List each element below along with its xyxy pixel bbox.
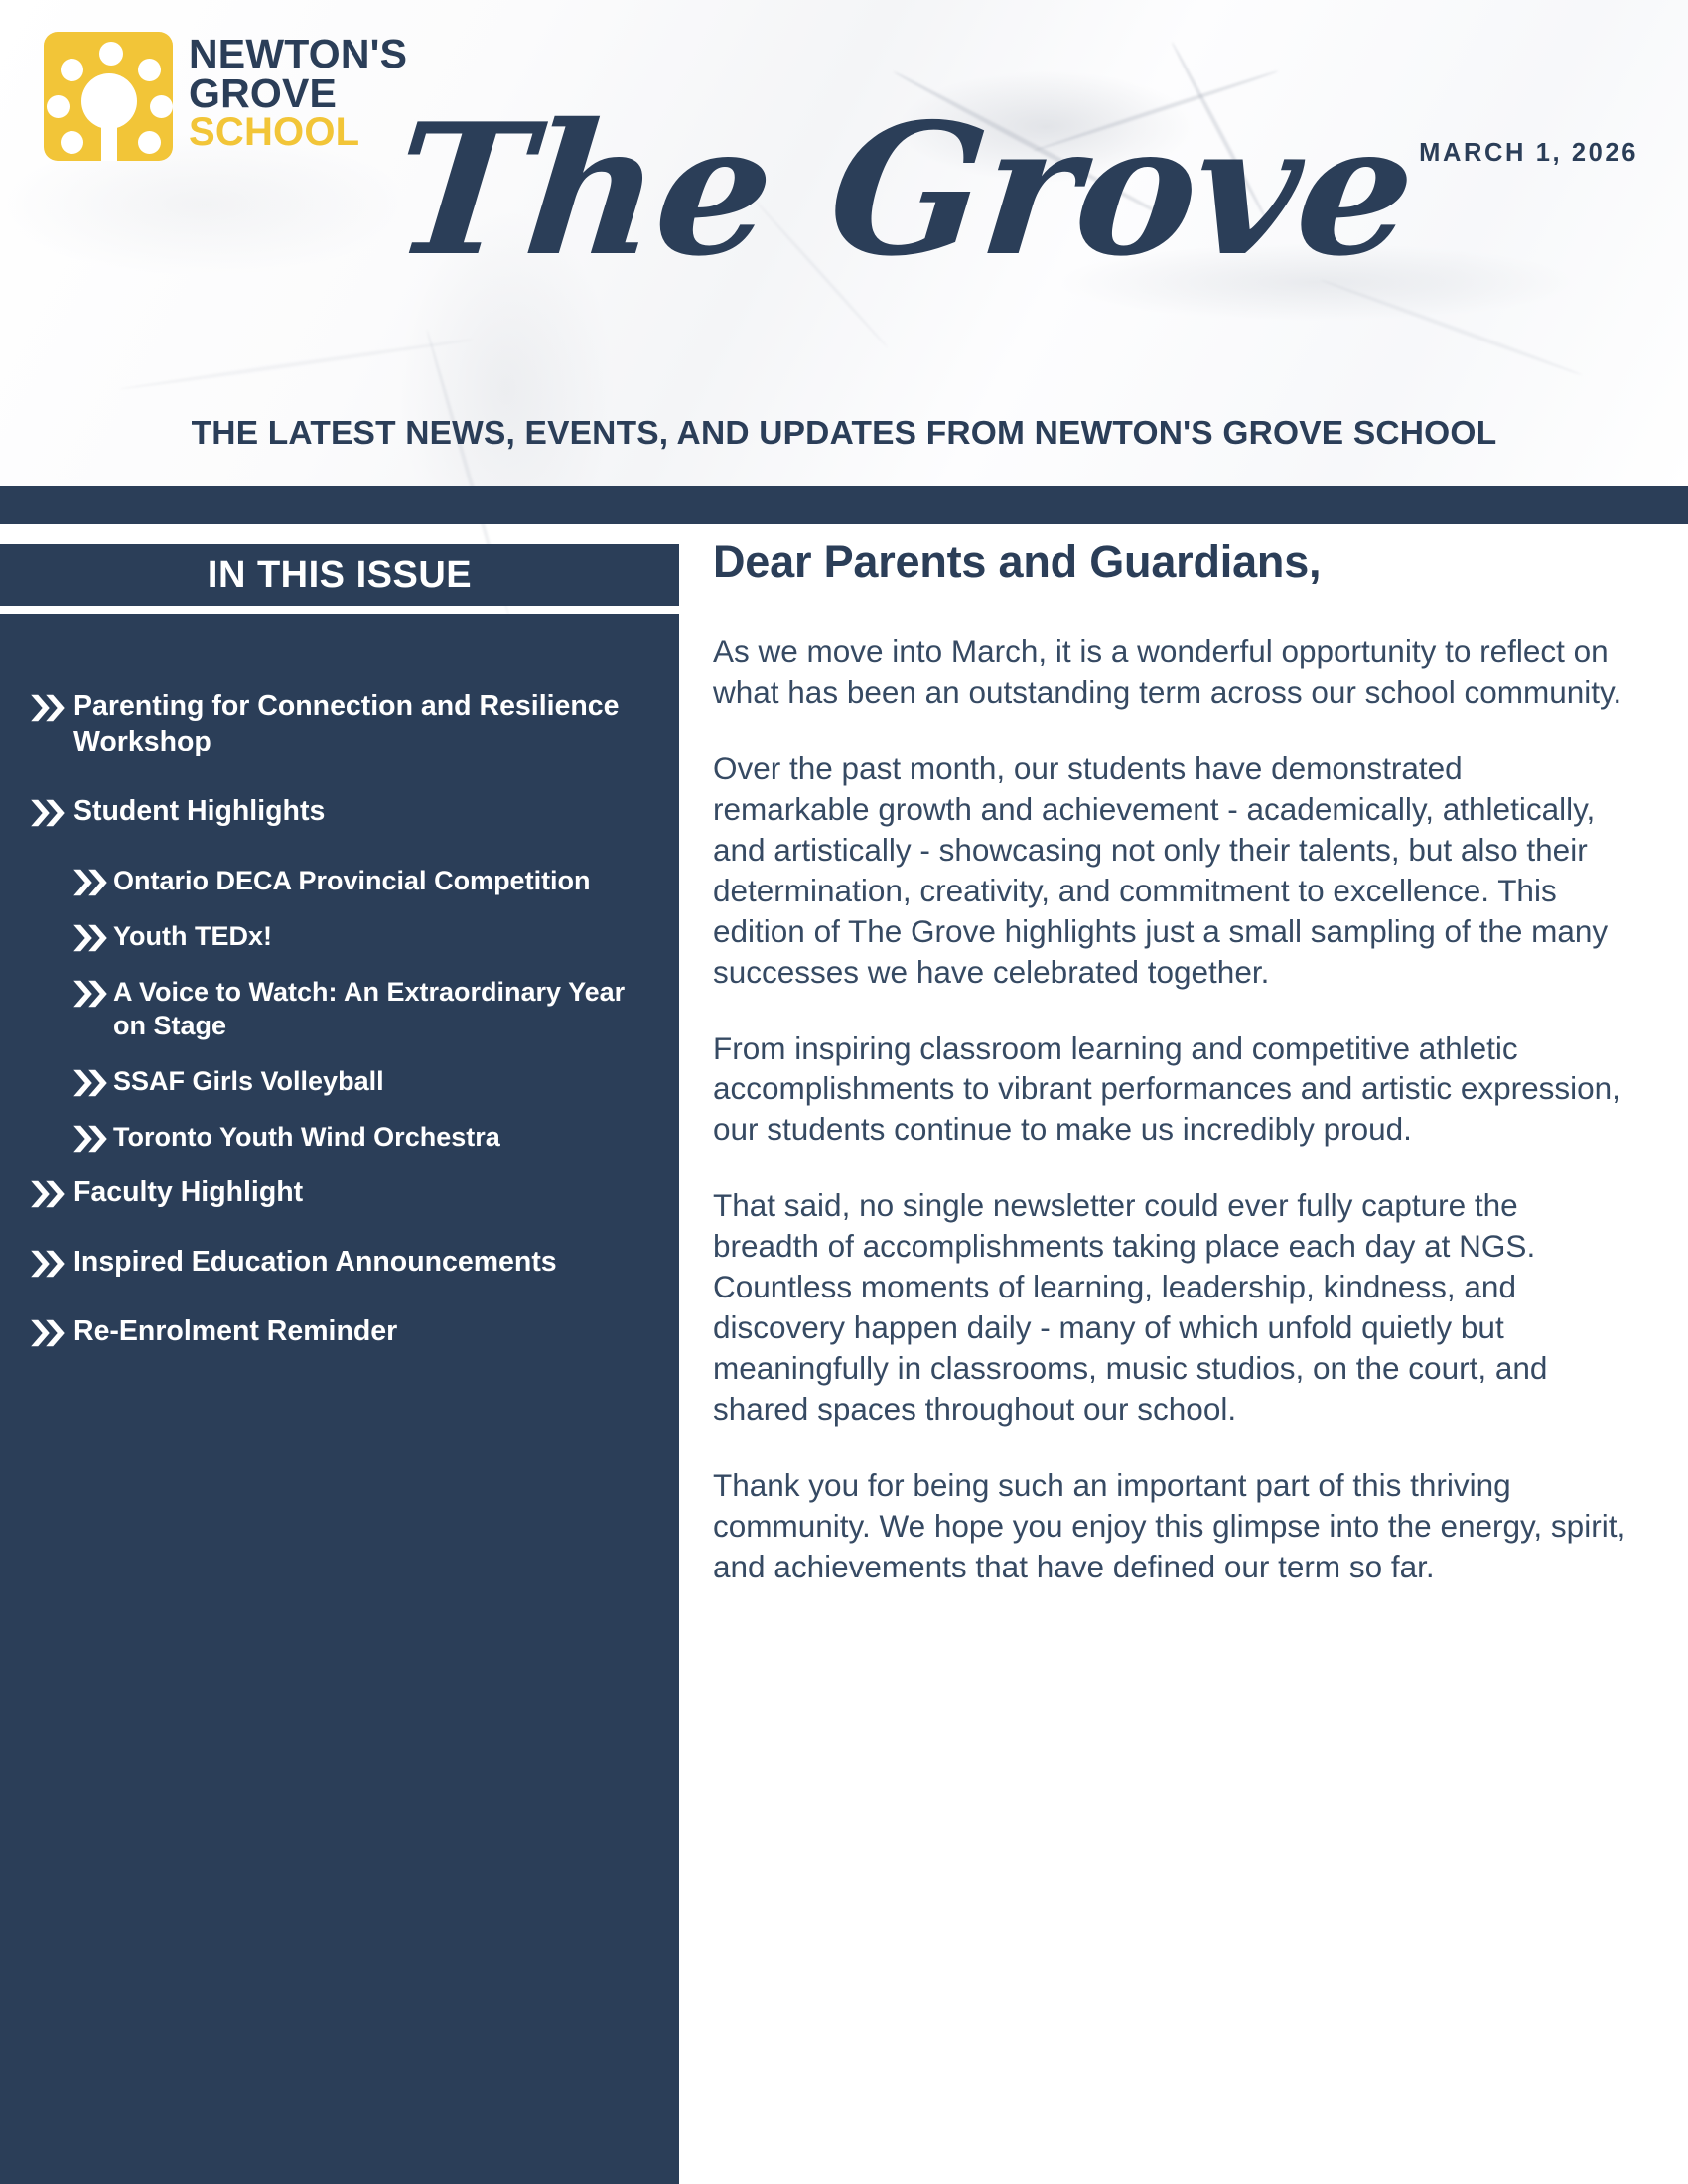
double-chevron-icon [68, 868, 113, 897]
letter-paragraph: As we move into March, it is a wonderful opportunity to reflect on what has been an outstanding term across our school community. [713, 633, 1622, 710]
toc-item-label: Inspired Education Announcements [73, 1245, 557, 1278]
toc-item-label: Re-Enrolment Reminder [73, 1314, 398, 1347]
toc-item-label: Ontario DECA Provincial Competition [113, 865, 591, 895]
in-this-issue-header [0, 544, 679, 606]
logo-line-3: SCHOOL [189, 110, 360, 155]
toc-item-label: Toronto Youth Wind Orchestra [113, 1121, 500, 1152]
letter-paragraph: Over the past month, our students have demonstrated remarkable growth and achievement - academically, athletically, and artistically - showcasing not only their talents, but also their determination, creativity, and commitment to excellence. This edition of The Grove highlights just a small sampling of the many successes we have celebrated together. [713, 750, 1609, 990]
toc-item-label: A Voice to Watch: An Extraordinary Year on Stage [113, 976, 626, 1040]
toc-item-label: SSAF Girls Volleyball [113, 1065, 384, 1096]
letter-paragraph: From inspiring classroom learning and competitive athletic accomplishments to vibrant performances and artistic expression, our students continue to make us incredibly proud. [713, 1029, 1620, 1148]
double-chevron-icon [68, 979, 113, 1009]
marble-vein-6 [119, 338, 474, 391]
main-content [713, 536, 1626, 1623]
toc-item-label: Parenting for Connection and Resilience Workshop [73, 690, 620, 757]
newsletter-header [0, 0, 1688, 486]
logo-line-1: NEWTON'S [189, 31, 408, 76]
double-chevron-icon [22, 693, 73, 723]
toc-item[interactable] [0, 919, 651, 953]
letter-body [713, 631, 1626, 1587]
toc-item-label: Youth TEDx! [113, 920, 272, 951]
masthead-title: The Grove [384, 83, 1423, 296]
double-chevron-icon [22, 798, 73, 828]
double-chevron-icon [68, 1124, 113, 1154]
issue-date: MARCH 1, 2026 [1419, 139, 1638, 167]
toc-item[interactable] [0, 975, 651, 1042]
toc-item-label: Student Highlights [73, 794, 326, 827]
letter-paragraph: That said, no single newsletter could ever fully capture the breadth of accomplishments taking place each day at NGS. Countless moments of learning, leadership, kindness, and discovery happen daily - many of which unfold quietly but meaningfully in classrooms, music studios, on the court, and shared spaces throughout our school. [713, 1187, 1548, 1427]
toc-item[interactable] [0, 1064, 651, 1098]
table-of-contents [0, 614, 679, 2184]
in-this-issue-title: IN THIS ISSUE [207, 553, 473, 596]
toc-item[interactable] [0, 1314, 651, 1350]
toc-item[interactable] [0, 1175, 651, 1211]
logo-line-2: GROVE [189, 70, 338, 117]
double-chevron-icon [68, 1068, 113, 1098]
toc-item[interactable] [0, 794, 651, 830]
newsletter-tagline: THE LATEST NEWS, EVENTS, AND UPDATES FROM NEWTON'S GROVE SCHOOL [191, 415, 1497, 452]
double-chevron-icon [22, 1249, 73, 1279]
toc-item[interactable] [0, 1245, 651, 1281]
double-chevron-icon [22, 1179, 73, 1209]
letter-paragraph: Thank you for being such an important part of this thriving community. We hope you enjoy this glimpse into the energy, spirit, and achievements that have defined our term so far. [713, 1466, 1626, 1584]
double-chevron-icon [22, 1318, 73, 1348]
letter-salutation: Dear Parents and Guardians, [713, 536, 1322, 587]
toc-item-label: Faculty Highlight [73, 1175, 304, 1208]
toc-item[interactable] [0, 1120, 651, 1154]
toc-item[interactable] [0, 864, 651, 897]
header-divider-bar [0, 486, 1688, 524]
double-chevron-icon [68, 923, 113, 953]
toc-item[interactable] [0, 689, 651, 760]
